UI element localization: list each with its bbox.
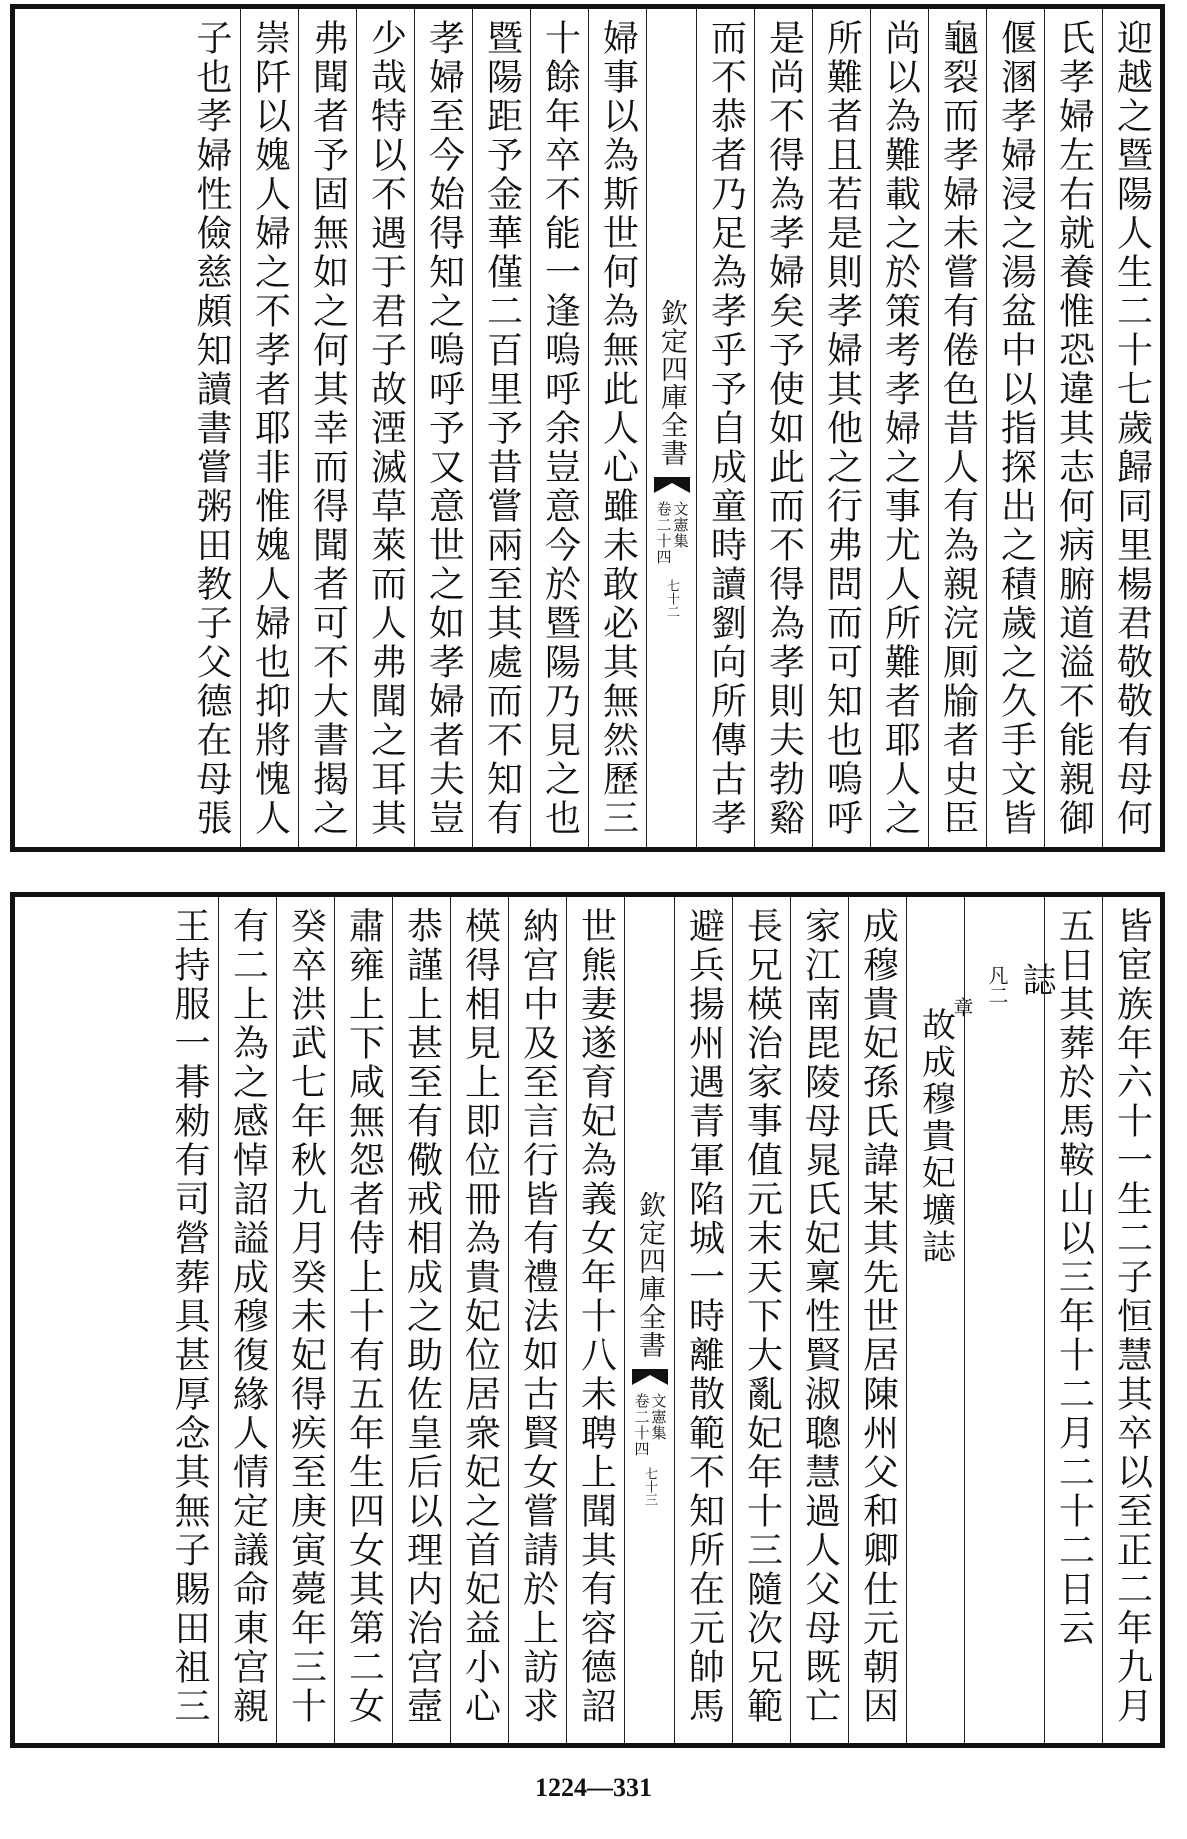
collection-name: 文憲集 (649, 1393, 668, 1441)
text-column: 而不恭者乃足為孝乎予自成童時讀劉向所傳古孝 (696, 9, 754, 847)
text-column: 孝婦至今始得知之嗚呼予又意世之如孝婦者夫豈 (414, 9, 472, 847)
section-title: 誌 (1016, 962, 1056, 996)
text-column: 世熊妻遂育妃為義女年十八未聘上聞其有容德詔 (566, 897, 624, 1743)
leaf-number: 七十三 (642, 1467, 657, 1506)
essay-title: 故成穆貴妃壙誌 (906, 897, 964, 1743)
text-column: 十餘年卒不能一逢嗚呼余豈意今於暨陽乃見之也 (530, 9, 588, 847)
section-note: 凡二 (985, 965, 1009, 1005)
text-column: 所難者且若是則孝婦其他之行弗問而可知也嗚呼 (812, 9, 870, 847)
text-column: 癸卒洪武七年秋九月癸未妃得疾至庚寅薨年三十 (276, 897, 334, 1743)
text-column: 氏孝婦左右就養惟恐違其志何病腑道溢不能親御 (1044, 9, 1102, 847)
center-fold (646, 9, 696, 847)
page-footer-number: 1224—331 (535, 1773, 652, 1802)
volume-number: 卷二十四 (632, 1393, 651, 1457)
text-column: 皆宦族年六十一生二子恒慧其卒以至正二年九月 (1102, 897, 1160, 1743)
text-column: 成穆貴妃孫氏諱某其先世居陳州父和卿仕元朝因 (848, 897, 906, 1743)
text-column: 長兄楧治家事值元末天下大亂妃年十三隨次兄範 (732, 897, 790, 1743)
text-column: 子也孝婦性儉慈頗知讀書嘗粥田教子父德在母張 (191, 19, 232, 838)
text-column: 肅雍上下咸無怨者侍上十有五年生四女其第二女 (334, 897, 392, 1743)
book-title: 欽定四庫全書 (634, 1191, 665, 1359)
top-page (10, 4, 1165, 852)
text-column: 恭謹上甚至有儆戒相成之助佐皇后以理内治宫壼 (392, 897, 450, 1743)
text-column: 納宫中及至言行皆有禮法如古賢女嘗請於上訪求 (508, 897, 566, 1743)
text-column: 五日其葬於馬鞍山以三年十二月二十二日云 (1044, 897, 1102, 1743)
fishtail-mark-icon (630, 1367, 670, 1387)
bottom-page (10, 892, 1165, 1748)
text-column: 是尚不得為孝婦矣予使如此而不得為孝則夫勃谿 (754, 9, 812, 847)
leaf-number: 七十二 (664, 579, 679, 618)
text-column: 家江南毘陵母晁氏妃稟性賢淑聰慧過人父母既亡 (790, 897, 848, 1743)
volume-number: 卷二十四 (654, 501, 673, 565)
text-column: 有二上為之感悼詔謚成穆復緣人情定議命東宫親 (218, 897, 276, 1743)
collection-name: 文憲集 (671, 501, 690, 549)
fishtail-mark-icon (652, 475, 692, 495)
text-column: 崇阡以媿人婦之不孝者耶非惟媿人婦也抑將愧人 (240, 9, 298, 847)
text-column: 楧得相見上即位冊為貴妃位居衆妃之首妃益小心 (450, 897, 508, 1743)
text-column: 龜裂而孝婦未嘗有倦色昔人有為親浣厠牏者史臣 (928, 9, 986, 847)
text-column: 弗聞者予固無如之何其幸而得聞者可不大書揭之 (298, 9, 356, 847)
center-fold (624, 897, 674, 1743)
text-column: 暨陽距予金華僅二百里予昔嘗兩至其處而不知有 (472, 9, 530, 847)
section-heading (950, 897, 1056, 1743)
text-column: 尚以為難載之於策考孝婦之事尤人所難者耶人之 (870, 9, 928, 847)
section-note: 章 (950, 997, 974, 1017)
text-column: 婦事以為斯世何為無此人心雖未敢必其無然歷三 (588, 9, 646, 847)
text-column: 偃溷孝婦浸之湯盆中以指探出之積歲之久手文皆 (986, 9, 1044, 847)
text-column: 少哉特以不遇于君子故湮滅草萊而人弗聞之耳其 (356, 9, 414, 847)
text-column: 迎越之暨陽人生二十七歲歸同里楊君敬敬有母何 (1102, 9, 1160, 847)
text-column: 王持服一朞勑有司營葬具甚厚念其無子賜田祖三 (169, 907, 210, 1726)
book-title: 欽定四庫全書 (656, 299, 687, 467)
text-column: 避兵揚州遇青軍陷城一時離散範不知所在元帥馬 (674, 897, 732, 1743)
